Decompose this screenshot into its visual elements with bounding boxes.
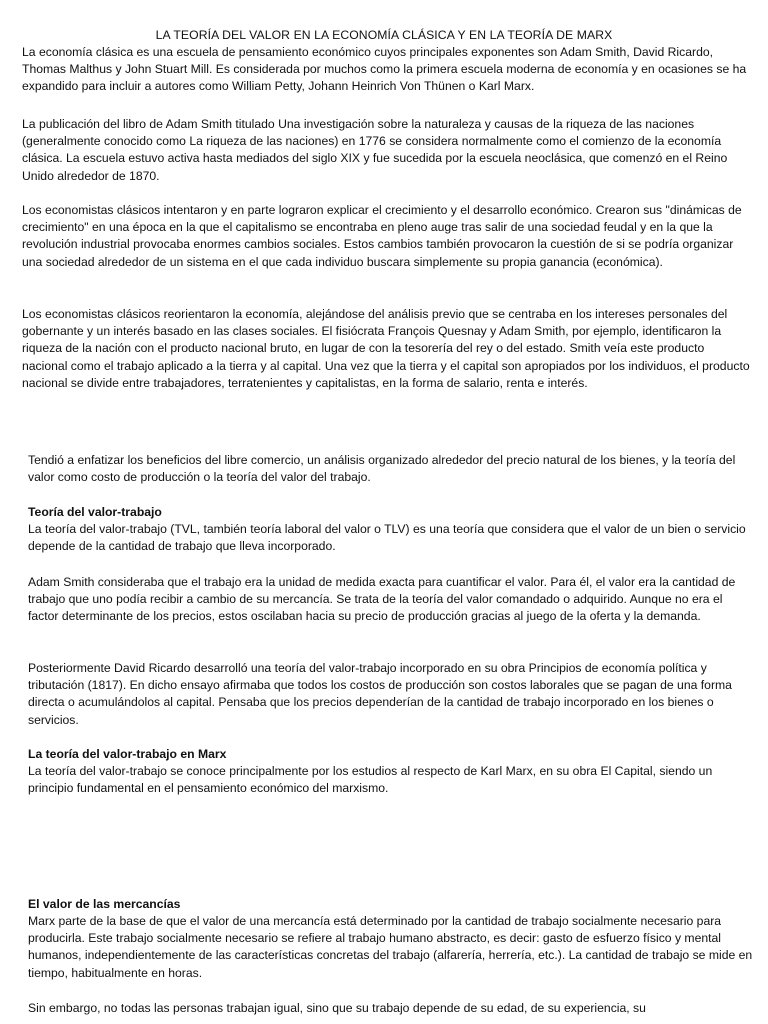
section-heading-marx: La teoría del valor-trabajo en Marx	[28, 747, 227, 761]
paragraph-marx-capital: La teoría del valor-trabajo se conoce principalmente por los estudios al respecto de Karl Marx, en su obra El Capital, siendo un principio fundamental en el pensamiento económico del marxismo.	[28, 764, 713, 796]
paragraph-labor-theory-definition: La teoría del valor-trabajo (TVL, también teoría laboral del valor o TLV) es una teoría que considera que el valor de un bien o servicio depende de la cantidad de trabajo que lleva incorporado.	[28, 522, 746, 554]
paragraph-unequal-work: Sin embargo, no todas las personas trabajan igual, sino que su trabajo depende de su edad, de su experiencia, su	[28, 1001, 646, 1015]
document-title: LA TEORÍA DEL VALOR EN LA ECONOMÍA CLÁSICA Y EN LA TEORÍA DE MARX	[155, 28, 613, 42]
paragraph-classical-economics: La economía clásica es una escuela de pensamiento económico cuyos principales exponentes son Adam Smith, David Ricardo, Thomas Malthus y John Stuart Mill. Es considerada por muchos como la primera escuela moderna de economía y en ocasiones se ha expandido para incluir a autores como William Petty, Johann Heinrich Von Thünen o Karl Marx.	[22, 45, 747, 94]
section-heading-labor-theory: Teoría del valor-trabajo	[28, 505, 162, 519]
section-heading-commodity-value: El valor de las mercancías	[28, 897, 181, 911]
paragraph-wealth-of-nations: La publicación del libro de Adam Smith titulado Una investigación sobre la naturaleza y causas de la riqueza de las naciones (generalmente conocido como La riqueza de las naciones) en 1776 se considera normalmente como el comienzo de la economía clásica. La escuela estuvo activa hasta mediados del siglo XIX y fue sucedida por la escuela neoclásica, que comenzó en el Reino Unido alrededor de 1870.	[22, 117, 728, 183]
paragraph-free-trade: Tendió a enfatizar los beneficios del libre comercio, un análisis organizado alrededor del precio natural de los bienes, y la teoría del valor como costo de producción o la teoría del valor del trabajo.	[28, 453, 736, 485]
paragraph-national-product: Los economistas clásicos reorientaron la economía, alejándose del análisis previo que se centraba en los intereses personales del gobernante y un interés basado en las clases sociales. El fisiócrata François Quesnay y Adam Smith, por ejemplo, identificaron la riqueza de la nación con el producto nacional bruto, en lugar de con la tesorería del rey o del estado. Smith veía este producto nacional como el trabajo aplicado a la tierra y al capital. Una vez que la tierra y el capital son apropiados por los individuos, el producto nacional se divide entre trabajadores, terratenientes y capitalistas, en la forma de salario, renta e interés.	[22, 307, 750, 390]
paragraph-adam-smith-value: Adam Smith consideraba que el trabajo era la unidad de medida exacta para cuantificar el valor. Para él, el valor era la cantidad de trabajo que uno podía recibir a cambio de su mercancía. Se trata de la teoría del valor comandado o adquirido. Aunque no era el factor determinante de los precios, estos oscilaban hacia su precio de producción gracias al juego de la oferta y la demanda.	[28, 575, 736, 624]
paragraph-socially-necessary-labor: Marx parte de la base de que el valor de una mercancía está determinado por la cantidad de trabajo socialmente necesario para producirla. Este trabajo socialmente necesario se refiere al trabajo humano abstracto, es decir: gasto de esfuerzo físico y mental humanos, independientemente de las características concretas del trabajo (alfarería, herrería, etc.). La cantidad de trabajo se mide en tiempo, habitualmente en horas.	[28, 914, 753, 980]
paragraph-david-ricardo: Posteriormente David Ricardo desarrolló una teoría del valor-trabajo incorporado en su obra Principios de economía política y tributación (1817). En dicho ensayo afirmaba que todos los costos de producción son costos laborales que se pagan de una forma directa o acumulándolos al capital. Pensaba que los precios dependerían de la cantidad de trabajo incorporado en los bienes o servicios.	[28, 661, 732, 727]
paragraph-growth-dynamics: Los economistas clásicos intentaron y en parte lograron explicar el crecimiento y el desarrollo económico. Crearon sus "dinámicas de crecimiento" en una época en la que el capitalismo se encontraba en pleno auge tras salir de una sociedad feudal y en la que la revolución industrial provocaba enormes cambios sociales. Estos cambios también provocaron la cuestión de si se podría organizar una sociedad alrededor de un sistema en el que cada individuo buscara simplemente su propia ganancia (económica).	[22, 203, 742, 269]
